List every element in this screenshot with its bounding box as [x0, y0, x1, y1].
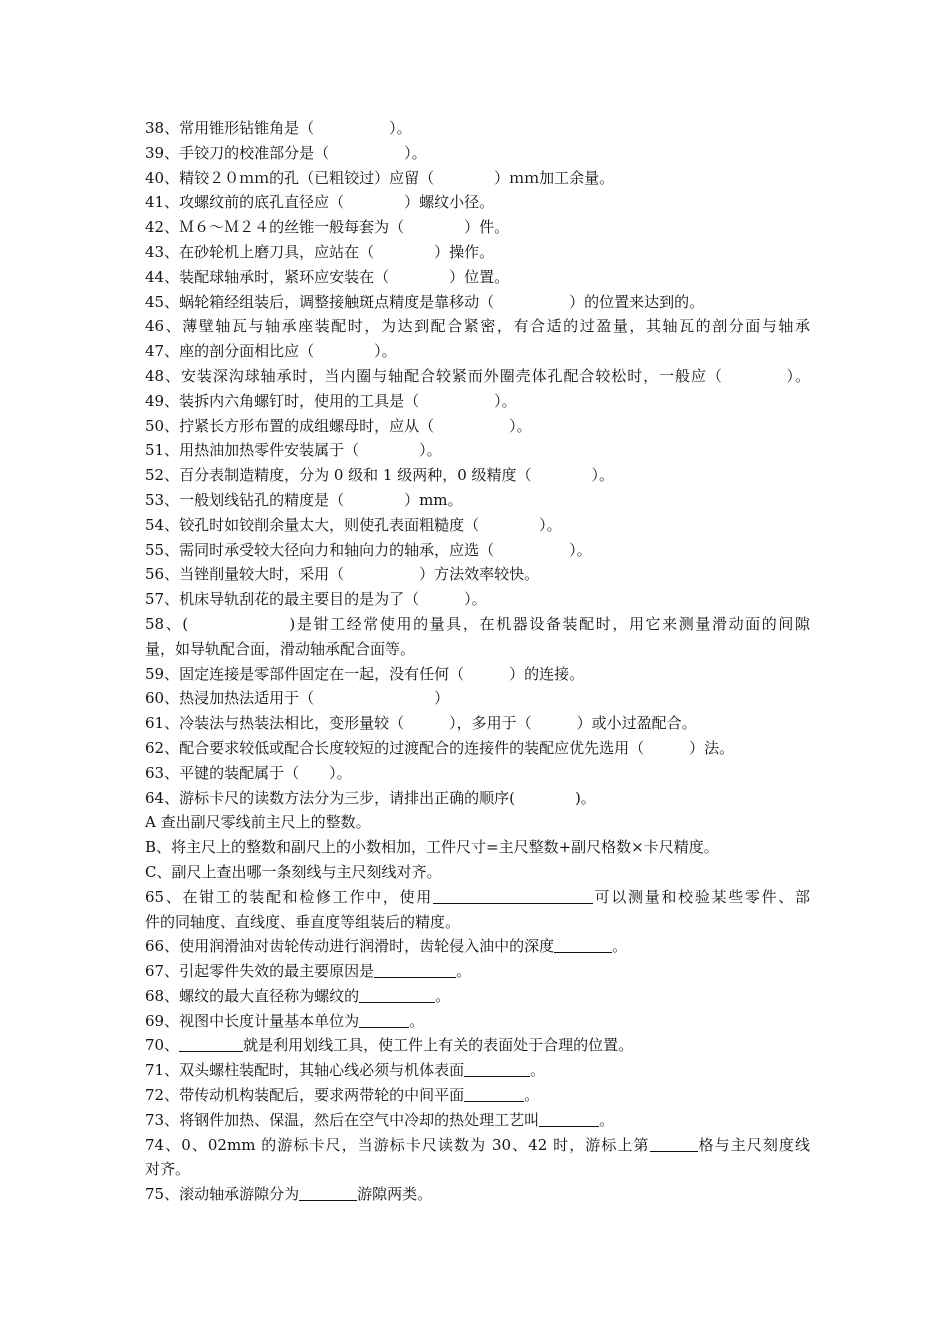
line-text: 48、安装深沟球轴承时，当内圈与轴配合较紧而外圈壳体孔配合较松时，一般应（ ）。	[145, 366, 810, 385]
answer-blank[interactable]	[539, 1111, 599, 1127]
question-line	[145, 1083, 810, 1108]
line-text: 57、机床导轨刮花的最主要目的是为了（ ）。	[145, 590, 487, 609]
answer-blank[interactable]	[179, 1036, 243, 1052]
line-text: 62、配合要求较低或配合长度较短的过渡配合的连接件的装配应优先选用（ ）法。	[145, 738, 735, 757]
question-line	[145, 314, 810, 339]
question-line	[145, 215, 810, 240]
line-text-after-blank: 。	[456, 962, 472, 981]
question-line	[145, 1033, 810, 1058]
line-text: 59、固定连接是零部件固定在一起，没有任何（ ）的连接。	[145, 664, 585, 683]
line-text-after-blank: 游隙两类。	[357, 1185, 433, 1204]
line-text-after-blank: 。	[435, 986, 451, 1005]
question-line	[145, 414, 810, 439]
question-line	[145, 1133, 810, 1158]
line-text: 55、需同时承受较大径向力和轴向力的轴承，应选（ ）。	[145, 540, 592, 559]
line-text-after-blank: 格与主尺刻度线	[697, 1135, 810, 1154]
line-text: 46、薄壁轴瓦与轴承座装配时，为达到配合紧密，有合适的过盈量，其轴瓦的剖分面与轴承	[145, 317, 810, 336]
line-text: 72、带传动机构装配后，要求两带轮的中间平面	[145, 1086, 465, 1105]
question-line	[145, 1182, 810, 1207]
line-text-after-blank: 。	[409, 1011, 425, 1030]
question-line	[145, 711, 810, 736]
question-line	[145, 488, 810, 513]
line-text: 71、双头螺柱装配时，其轴心线必须与机体表面	[145, 1061, 465, 1080]
line-text: A 查出副尺零线前主尺上的整数。	[145, 813, 371, 832]
line-text-after-blank: 可以测量和校验某些零件、部	[592, 887, 810, 906]
line-text-after-blank: 就是利用划线工具，使工件上有关的表面处于合理的位置。	[243, 1036, 634, 1055]
question-line	[145, 1009, 810, 1034]
line-text: 45、蜗轮箱经组装后，调整接触斑点精度是靠移动（ ）的位置来达到的。	[145, 292, 705, 311]
line-text: 52、百分表制造精度，分为 0 级和 1 级两种，0 级精度（ ）。	[145, 466, 615, 485]
line-text: 56、当锉削量较大时，采用（ ）方法效率较快。	[145, 565, 540, 584]
line-text-after-blank: 。	[524, 1086, 540, 1105]
line-text: 68、螺纹的最大直径称为螺纹的	[145, 986, 360, 1005]
question-line	[145, 240, 810, 265]
question-list	[145, 116, 810, 1207]
line-text: 70、	[145, 1036, 180, 1055]
line-text: 74、0、02mm 的游标卡尺，当游标卡尺读数为 30、42 时，游标上第	[145, 1135, 650, 1154]
line-text-after-blank: 。	[599, 1110, 615, 1129]
line-text: 63、平键的装配属于（ ）。	[145, 763, 352, 782]
line-text: 66、使用润滑油对齿轮传动进行润滑时，齿轮侵入油中的深度	[145, 937, 555, 956]
line-text: 42、Ｍ６～Ｍ２４的丝锥一般每套为（ ）件。	[145, 218, 510, 237]
line-text: 47、座的剖分面相比应（ ）。	[145, 342, 397, 361]
line-text-after-blank: 。	[612, 937, 628, 956]
question-line	[145, 265, 810, 290]
question-line	[145, 339, 810, 364]
answer-blank[interactable]	[554, 937, 612, 953]
line-text: 44、装配球轴承时，紧环应安装在（ ）位置。	[145, 267, 510, 286]
question-line	[145, 736, 810, 761]
line-text: 对齐。	[145, 1160, 191, 1179]
line-text: 41、攻螺纹前的底孔直径应（ ）螺纹小径。	[145, 193, 495, 212]
question-line	[145, 190, 810, 215]
question-line	[145, 786, 810, 811]
line-text: 64、游标卡尺的读数方法分为三步，请排出正确的顺序( )。	[145, 788, 596, 807]
question-line	[145, 141, 810, 166]
line-text: 75、滚动轴承游隙分为	[145, 1185, 300, 1204]
answer-blank[interactable]	[359, 1012, 409, 1028]
question-line	[145, 389, 810, 414]
question-line	[145, 835, 810, 860]
line-text: 61、冷装法与热装法相比，变形量较（ ），多用于（ ）或小过盈配合。	[145, 714, 697, 733]
line-text: 69、视图中长度计量基本单位为	[145, 1011, 360, 1030]
question-line	[145, 1157, 810, 1182]
line-text: 58、( )是钳工经常使用的量具，在机器设备装配时，用它来测量滑动面的间隙	[145, 614, 810, 633]
answer-blank[interactable]	[464, 1086, 524, 1102]
question-line	[145, 934, 810, 959]
question-line	[145, 463, 810, 488]
question-line	[145, 984, 810, 1009]
question-line	[145, 538, 810, 563]
question-line	[145, 810, 810, 835]
line-text: 50、拧紧长方形布置的成组螺母时，应从（ ）。	[145, 416, 532, 435]
line-text: 73、将钢件加热、保温，然后在空气中冷却的热处理工艺叫	[145, 1110, 540, 1129]
question-line	[145, 1058, 810, 1083]
question-line	[145, 364, 810, 389]
question-line	[145, 612, 810, 637]
line-text: 54、铰孔时如铰削余量太大，则使孔表面粗糙度（ ）。	[145, 515, 562, 534]
question-line	[145, 959, 810, 984]
line-text: 38、常用锥形钻锥角是（ ）。	[145, 119, 412, 137]
answer-blank[interactable]	[433, 888, 593, 904]
answer-blank[interactable]	[359, 987, 435, 1003]
line-text: 量，如导轨配合面，滑动轴承配合面等。	[145, 639, 416, 658]
line-text: 53、一般划线钻孔的精度是（ ）mm。	[145, 490, 463, 509]
question-line	[145, 910, 810, 935]
line-text: 67、引起零件失效的最主要原因是	[145, 962, 375, 981]
line-text: 49、装拆内六角螺钉时，使用的工具是（ ）。	[145, 391, 517, 410]
question-line	[145, 290, 810, 315]
line-text: 43、在砂轮机上磨刀具，应站在（ ）操作。	[145, 242, 495, 261]
line-text: 51、用热油加热零件安装属于（ ）。	[145, 441, 442, 460]
line-text: 65、在钳工的装配和检修工作中，使用	[145, 887, 433, 906]
question-line	[145, 562, 810, 587]
line-text: 60、热浸加热法适用于（ ）	[145, 689, 450, 708]
line-text: 39、手铰刀的校准部分是（ ）。	[145, 143, 427, 162]
question-line	[145, 513, 810, 538]
line-text: C、副尺上查出哪一条刻线与主尺刻线对齐。	[145, 862, 442, 881]
line-text: 件的同轴度、直线度、垂直度等组装后的精度。	[145, 912, 461, 931]
question-line	[145, 587, 810, 612]
question-line	[145, 116, 810, 141]
question-line	[145, 761, 810, 786]
answer-blank[interactable]	[464, 1061, 530, 1077]
question-line	[145, 166, 810, 191]
line-text-after-blank: 。	[530, 1061, 546, 1080]
question-line	[145, 438, 810, 463]
question-line	[145, 1108, 810, 1133]
line-text: 40、精铰２０ｍｍ的孔（已粗铰过）应留（ ）ｍｍ加工余量。	[145, 168, 615, 187]
question-line	[145, 662, 810, 687]
answer-blank[interactable]	[650, 1136, 698, 1152]
question-line	[145, 686, 810, 711]
answer-blank[interactable]	[299, 1185, 357, 1201]
question-line	[145, 885, 810, 910]
line-text: B、将主尺上的整数和副尺上的小数相加，工件尺寸=主尺整数+副尺格数×卡尺精度。	[145, 838, 719, 857]
question-line	[145, 860, 810, 885]
question-line	[145, 637, 810, 662]
answer-blank[interactable]	[374, 962, 456, 978]
